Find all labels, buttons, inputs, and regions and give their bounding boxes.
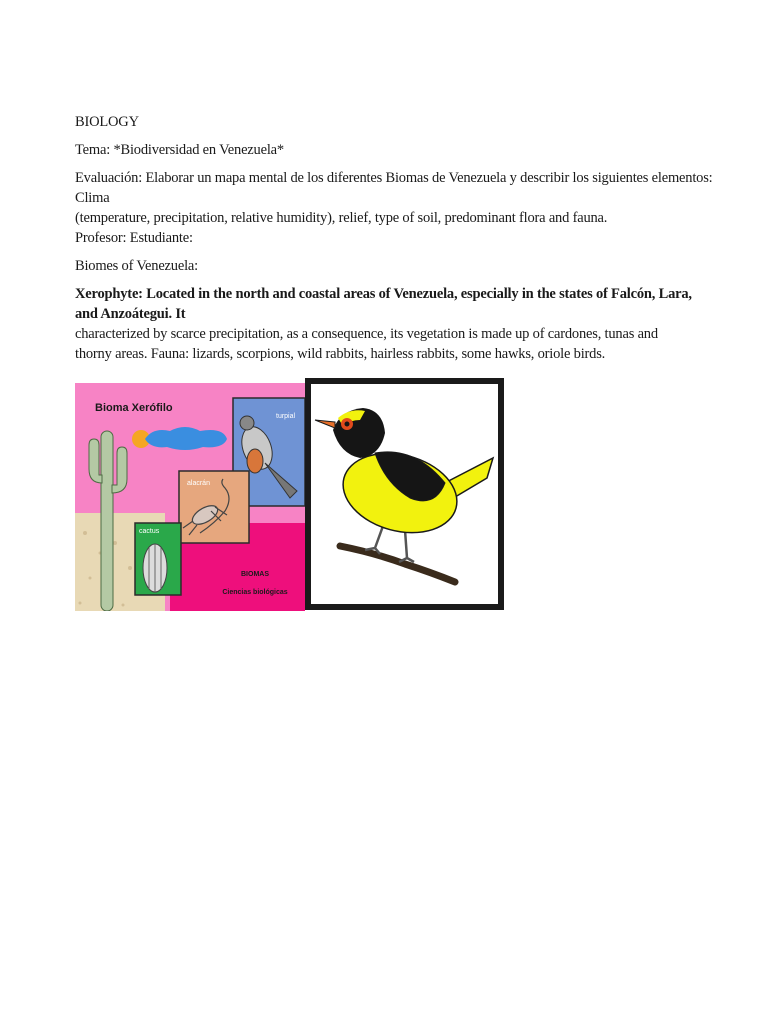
cactus-label: cactus	[139, 528, 160, 535]
xerophyte-line-2: characterized by scarce precipitation, as a consequence, its vegetation is made up of cardones, tunas and	[75, 326, 658, 342]
turpial-label: turpial	[276, 413, 296, 420]
biome-collage-image	[75, 383, 305, 611]
professor-line: Profesor: Estudiante:	[75, 230, 193, 246]
footer-ciencias: Ciencias biológicas	[222, 589, 288, 596]
topic-line: Tema: *Biodiversidad en Venezuela*	[75, 142, 284, 158]
bird-eye	[345, 422, 350, 427]
evaluation-line-1: Evaluación: Elaborar un mapa mental de los diferentes Biomas de Venezuela y describir los siguientes elementos: Clima	[75, 170, 713, 206]
cactus-sketch-icon	[143, 544, 167, 592]
evaluation-line-2: (temperature, precipitation, relative humidity), relief, type of soil, predominant flora and fauna.	[75, 210, 608, 226]
biomes-heading: Biomes of Venezuela:	[75, 258, 198, 274]
document-body	[75, 112, 715, 364]
xerophyte-line-3: thorny areas. Fauna: lizards, scorpions, wild rabbits, hairless rabbits, some hawks, oriole birds.	[75, 346, 606, 362]
oriole-bird-image	[305, 378, 504, 610]
collage-title: Bioma Xerófilo	[95, 402, 173, 414]
alacran-label: alacrán	[187, 480, 210, 487]
xerophyte-intro: Xerophyte: Located in the north and coastal areas of Venezuela, especially in the states of Falcón, Lara, and Anzoátegui. It	[75, 286, 692, 322]
subject-heading: BIOLOGY	[75, 114, 139, 130]
footer-biomas: BIOMAS	[241, 571, 269, 578]
